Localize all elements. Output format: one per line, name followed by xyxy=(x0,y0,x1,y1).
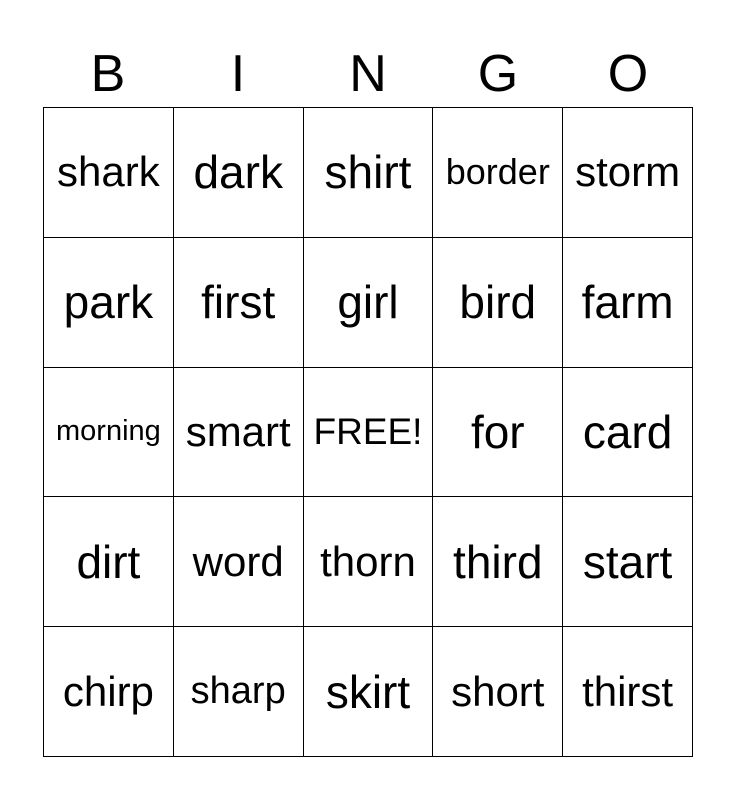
bingo-cell[interactable] xyxy=(44,368,174,498)
bingo-cell[interactable] xyxy=(174,108,304,238)
bingo-cell[interactable] xyxy=(174,368,304,498)
bingo-cell[interactable] xyxy=(304,627,434,757)
bingo-cell[interactable] xyxy=(563,627,693,757)
bingo-cell[interactable] xyxy=(44,497,174,627)
cell-word: bird xyxy=(459,276,537,329)
cell-word: park xyxy=(63,276,154,329)
cell-word: shark xyxy=(57,148,160,196)
bingo-cell[interactable] xyxy=(563,108,693,238)
bingo-header xyxy=(43,44,693,104)
cell-word: third xyxy=(453,535,543,588)
cell-word: storm xyxy=(575,148,681,196)
bingo-cell[interactable] xyxy=(433,368,563,498)
cell-word: border xyxy=(445,151,550,193)
cell-word: card xyxy=(582,405,673,458)
cell-word: dark xyxy=(193,146,283,199)
bingo-cell[interactable] xyxy=(433,238,563,368)
header-letter-b: B xyxy=(90,45,126,103)
cell-word: farm xyxy=(581,276,674,329)
cell-word: shirt xyxy=(324,146,412,199)
bingo-cell[interactable] xyxy=(174,497,304,627)
bingo-cell[interactable] xyxy=(433,108,563,238)
bingo-cell[interactable] xyxy=(44,238,174,368)
bingo-board xyxy=(43,107,693,757)
cell-word: sharp xyxy=(190,670,286,713)
bingo-cell[interactable] xyxy=(563,238,693,368)
header-letter-g: G xyxy=(477,45,519,103)
bingo-cell[interactable] xyxy=(304,108,434,238)
cell-word: chirp xyxy=(62,667,154,715)
bingo-cell[interactable] xyxy=(304,497,434,627)
bingo-cell[interactable] xyxy=(433,497,563,627)
header-letter-n: N xyxy=(349,45,387,103)
bingo-cell[interactable] xyxy=(304,238,434,368)
cell-word: thirst xyxy=(582,667,674,715)
cell-word: dirt xyxy=(76,535,141,588)
header-letter-o: O xyxy=(607,45,649,103)
bingo-cell[interactable] xyxy=(44,108,174,238)
cell-word: smart xyxy=(185,407,291,455)
cell-word: first xyxy=(201,276,276,329)
cell-word: girl xyxy=(337,276,399,329)
cell-word: morning xyxy=(56,415,161,448)
cell-word: for xyxy=(470,405,525,458)
cell-word: start xyxy=(582,535,673,588)
bingo-cell[interactable] xyxy=(433,627,563,757)
cell-word: word xyxy=(192,537,284,585)
free-space-cell[interactable] xyxy=(304,368,434,498)
header-letter-i: I xyxy=(230,45,246,103)
cell-word: skirt xyxy=(325,665,411,718)
free-space-label: FREE! xyxy=(313,410,423,452)
bingo-cell[interactable] xyxy=(563,368,693,498)
bingo-cell[interactable] xyxy=(174,238,304,368)
cell-word: short xyxy=(451,667,545,715)
bingo-cell[interactable] xyxy=(563,497,693,627)
cell-word: thorn xyxy=(320,537,416,585)
bingo-cell[interactable] xyxy=(44,627,174,757)
bingo-cell[interactable] xyxy=(174,627,304,757)
